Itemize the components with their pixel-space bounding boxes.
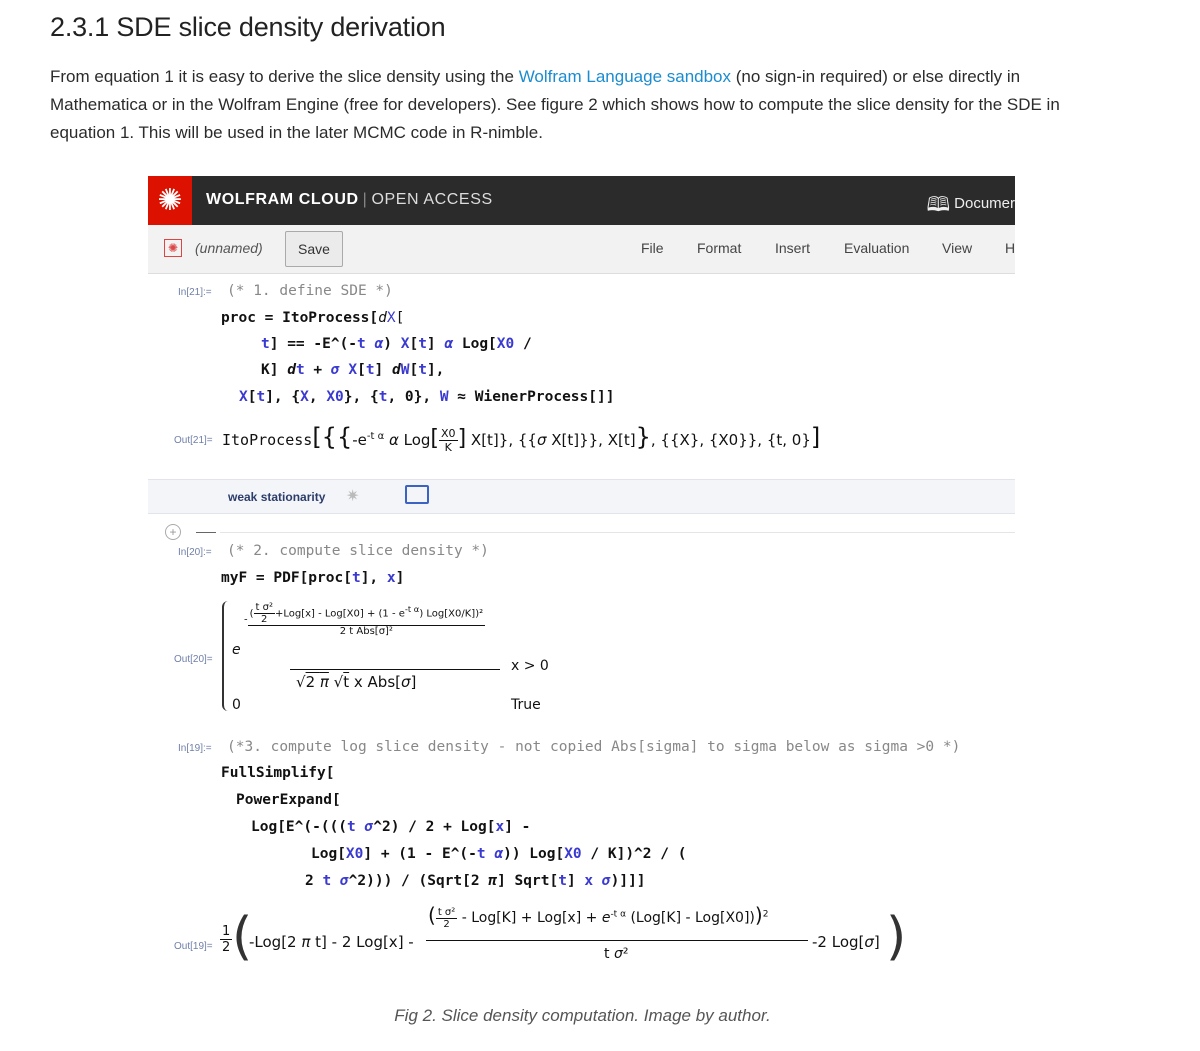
out21-label: Out[21]=	[174, 435, 213, 446]
out20-condition-2: True	[511, 697, 541, 713]
para-text-2: (no sign-in required) or else directly in Mathematica or in the Wolfram Engine (free for developers). See figure 2 which shows how to compute the slice density for the SDE in equation 1. This will be used in the later MCMC code in R-nimble.	[50, 67, 1060, 142]
settings-gear-icon[interactable]: ✷	[346, 488, 360, 505]
out20-exponent: - ( $\frac{\text{t σ²}}{2}$ $+Log[x] - Log[X0] + (1 - e^{-t \alpha})$ Log[X0/K])² 2 t Abs[σ]²	[244, 602, 484, 637]
save-button[interactable]: Save	[285, 231, 343, 267]
cell-divider	[196, 532, 216, 533]
out20-fraction-bar	[290, 669, 500, 670]
in19-line1[interactable]: FullSimplify[	[221, 765, 335, 781]
out19-label: Out[19]=	[174, 941, 213, 952]
out19-term2: -2 Log[σ]	[812, 933, 880, 951]
cell-divider-line	[220, 532, 1015, 533]
out20-label: Out[20]=	[174, 654, 213, 665]
notebook-icon: ✺	[164, 239, 182, 257]
in21-label: In[21]:=	[178, 287, 212, 298]
wolfram-top-bar	[148, 176, 1015, 225]
piecewise-brace	[222, 601, 230, 711]
in19-line3[interactable]: Log[E^(-(((t σ^2) / 2 + Log[x] -	[251, 819, 531, 835]
notebook-menubar	[148, 225, 1015, 274]
out19-half: $\frac{1}{2}$	[222, 924, 231, 955]
notebook-screenshot	[148, 176, 1015, 994]
wolfram-sandbox-link[interactable]: Wolfram Language sandbox	[518, 67, 732, 86]
brand-title: WOLFRAM CLOUD | OPEN ACCESS	[206, 191, 493, 208]
menu-file[interactable]: File	[641, 240, 664, 256]
in19-comment: (*3. compute log slice density - not copied Abs[sigma] to sigma below as sigma >0 *)	[227, 739, 961, 755]
in20-line1[interactable]: myF = PDF[proc[t], x]	[221, 570, 405, 586]
in21-line2[interactable]: t] == -E^(-t α) X[t] α Log[X0 /	[261, 336, 532, 352]
menu-insert[interactable]: Insert	[775, 240, 811, 256]
out21-expression: $ItoProcess[\{\{-e^{-t \alpha}$ α Log[ $\frac{X0}{K}$ ] X[t]}, {{σ X[t]}}, X[t]}, {{X}, {X0}}, {t, 0}]	[222, 423, 821, 454]
menu-view[interactable]: View	[942, 240, 973, 256]
out20-condition-1: x > 0	[511, 658, 549, 674]
book-icon: 🕮	[926, 194, 951, 216]
menu-format[interactable]: Format	[697, 240, 742, 256]
in21-line3[interactable]: K] dt + σ X[t] dW[t],	[261, 362, 445, 378]
chat-icon[interactable]	[405, 485, 429, 504]
notebook-name[interactable]: (unnamed)	[195, 240, 263, 256]
in19-label: In[19]:=	[178, 743, 212, 754]
in21-comment: (* 1. define SDE *)	[227, 283, 393, 299]
in19-line5[interactable]: 2 t σ^2))) / (Sqrt[2 π] Sqrt[t] x σ)]]]	[305, 873, 646, 889]
in19-line2[interactable]: PowerExpand[	[236, 792, 341, 808]
section-heading: 2.3.1 SDE slice density derivation	[50, 12, 446, 42]
in19-line4[interactable]: Log[X0] + (1 - E^(-t α)) Log[X0 / K])^2 / (	[311, 846, 687, 862]
cell-suggestion-bar	[148, 479, 1015, 514]
add-cell-icon[interactable]: +	[165, 524, 181, 540]
intro-paragraph	[50, 63, 1080, 147]
out19-numerator: ( $\frac{\text{t σ²}}{2}$ - $Log[K] + Log[x] + e^{-t \alpha}$ (Log[K] - Log[X0]))$^2$	[428, 903, 769, 930]
out19-fraction-bar	[426, 940, 808, 941]
in21-line1[interactable]: proc = ItoProcess[dX[	[221, 310, 405, 326]
documentation-button[interactable]: 🕮 Documer	[927, 190, 1015, 224]
para-text-1: From equation 1 it is easy to derive the slice density using the	[50, 67, 519, 86]
suggestion-weak-stationarity[interactable]: weak stationarity	[228, 490, 326, 504]
out20-e: e	[232, 642, 241, 658]
in20-comment: (* 2. compute slice density *)	[227, 543, 489, 559]
out19-right-paren: )	[886, 907, 907, 967]
out19-term1: -Log[2 π t] - 2 Log[x] -	[249, 933, 414, 951]
out20-denominator: √2 π √t x Abs[σ]	[296, 673, 417, 691]
menu-evaluation[interactable]: Evaluation	[844, 240, 910, 256]
menu-help[interactable]: H	[1005, 240, 1015, 256]
figure-caption: Fig 2. Slice density computation. Image by author.	[394, 1006, 771, 1025]
wolfram-spikey-icon[interactable]: ✺	[148, 176, 192, 225]
in20-label: In[20]:=	[178, 547, 212, 558]
out20-zero: 0	[232, 697, 241, 713]
in21-line4[interactable]: X[t], {X, X0}, {t, 0}, W ≈ WienerProcess[]]	[239, 389, 615, 405]
out19-denominator: t σ²	[604, 946, 629, 962]
out19-left-paren: (	[232, 907, 253, 967]
